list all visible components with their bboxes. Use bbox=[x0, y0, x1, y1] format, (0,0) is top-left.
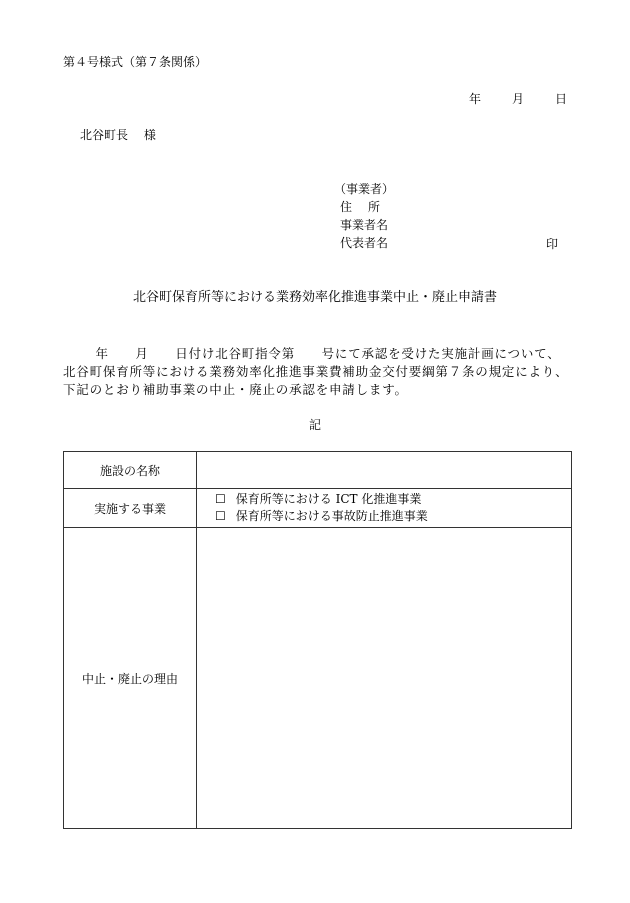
facility-name-label: 施設の名称 bbox=[64, 452, 197, 489]
date-year-label: 年 bbox=[469, 92, 482, 106]
reason-field[interactable] bbox=[197, 528, 572, 829]
reason-label: 中止・廃止の理由 bbox=[64, 528, 197, 829]
project-options-cell bbox=[197, 489, 572, 528]
address-label: 住所 bbox=[340, 200, 397, 214]
project-row bbox=[64, 489, 572, 528]
date-month-label: 月 bbox=[512, 92, 525, 106]
ict-checkbox[interactable]: ☐ bbox=[215, 492, 226, 506]
ki-marker: 記 bbox=[308, 418, 321, 432]
project-label: 実施する事業 bbox=[64, 489, 197, 528]
application-details-table bbox=[63, 451, 572, 829]
addressee: 北谷町長 様 bbox=[80, 128, 156, 142]
facility-row bbox=[64, 452, 572, 489]
option-ict bbox=[197, 491, 571, 508]
facility-name-field[interactable] bbox=[197, 452, 572, 489]
reason-row bbox=[64, 528, 572, 829]
option-accident-prevention-label: 保育所等における事故防止推進事業 bbox=[235, 509, 428, 523]
form-number: 第４号様式（第７条関係） bbox=[63, 55, 208, 69]
representative-label: 代表者名 bbox=[340, 236, 389, 250]
document-title: 北谷町保育所等における業務効率化推進事業中止・廃止申請書 bbox=[132, 290, 497, 305]
application-body-text: 年 月 日付け北谷町指令第 号にて承認を受けた実施計画について、北谷町保育所等における業務効率化推進事業費補助金交付要綱第７条の規定により、下記のとおり補助事業の中止・廃止の承認を申請します。 bbox=[63, 346, 569, 397]
option-accident-prevention bbox=[197, 508, 571, 525]
seal-mark: 印 bbox=[546, 237, 559, 251]
applicant-heading: （事業者） bbox=[334, 182, 395, 196]
accident-prevention-checkbox[interactable]: ☐ bbox=[215, 509, 226, 523]
business-name-label: 事業者名 bbox=[340, 218, 389, 232]
option-ict-label: 保育所等における ICT 化推進事業 bbox=[235, 492, 422, 506]
date-day-label: 日 bbox=[555, 92, 568, 106]
